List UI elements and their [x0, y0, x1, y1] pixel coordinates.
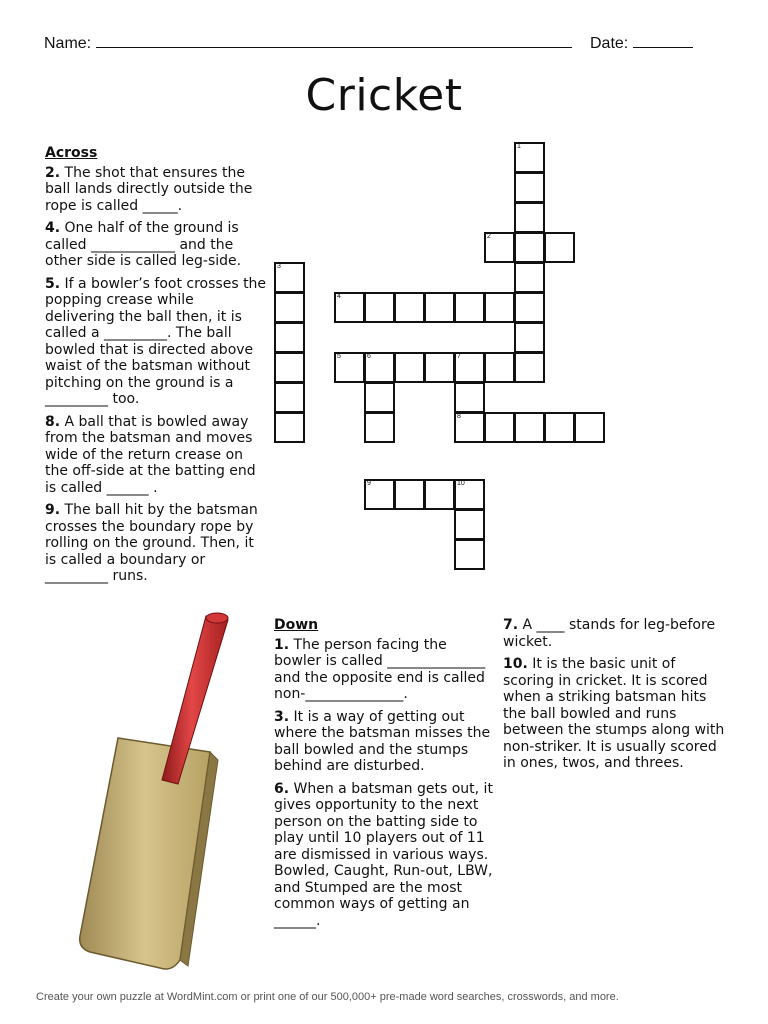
date-label: Date: [590, 35, 629, 52]
grid-cell[interactable] [514, 322, 545, 353]
grid-cell[interactable] [274, 412, 305, 443]
grid-cell[interactable] [454, 352, 485, 383]
clue-number: 3 [277, 263, 281, 270]
clue-down-1: 1. The person facing the bowler is called ______________ and the opposite end is called non-______________. [274, 636, 486, 702]
grid-cell[interactable] [454, 292, 485, 323]
clue-number: 5 [337, 353, 341, 360]
grid-cell[interactable] [544, 412, 575, 443]
date-line[interactable] [633, 33, 693, 48]
grid-cell[interactable] [364, 382, 395, 413]
across-clues [45, 145, 267, 591]
clue-number: 1 [517, 143, 521, 150]
grid-cell[interactable] [514, 202, 545, 233]
grid-cell[interactable] [274, 322, 305, 353]
grid-cell[interactable] [514, 352, 545, 383]
down-heading: Down [274, 617, 319, 633]
clue-across-5: 5. If a bowler’s foot crosses the popping crease while delivering the ball then, it is called a _________. The ball bowled that is directed above waist of the batsman without pitching on the ground is a _________ too. [45, 275, 267, 407]
grid-cell[interactable] [274, 262, 305, 293]
grid-cell[interactable] [454, 509, 485, 540]
footer-text: Create your own puzzle at WordMint.com or print one of our 500,000+ pre-made word searches, crosswords, and more. [36, 991, 619, 1003]
grid-cell[interactable] [484, 292, 515, 323]
clue-number: 4 [337, 293, 341, 300]
across-heading: Across [45, 145, 98, 161]
grid-cell[interactable] [364, 292, 395, 323]
grid-cell[interactable] [274, 352, 305, 383]
grid-cell[interactable] [574, 412, 605, 443]
grid-cell[interactable] [484, 352, 515, 383]
grid-cell[interactable] [424, 479, 455, 510]
clue-number: 7 [457, 353, 461, 360]
name-label: Name: [44, 35, 92, 52]
cricket-bat-icon [60, 600, 240, 980]
clue-number: 9 [367, 480, 371, 487]
grid-cell[interactable] [394, 292, 425, 323]
clue-number: 2 [487, 233, 491, 240]
name-line[interactable] [96, 33, 572, 48]
grid-cell[interactable] [424, 292, 455, 323]
clue-number: 6 [367, 353, 371, 360]
grid-cell[interactable] [514, 172, 545, 203]
clue-across-2: 2. The shot that ensures the ball lands directly outside the rope is called _____. [45, 164, 253, 214]
grid-cell[interactable] [544, 232, 575, 263]
down-clues-continued [503, 617, 725, 778]
grid-cell[interactable] [514, 292, 545, 323]
grid-cell[interactable] [514, 412, 545, 443]
clue-across-9: 9. The ball hit by the batsman crosses the boundary rope by rolling on the ground. Then, it is called a boundary or _________ runs. [45, 502, 258, 584]
clue-down-6: 6. When a batsman gets out, it gives opportunity to the next person on the batting side to play until 10 players out of 11 are dismissed in various ways. Bowled, Caught, Run-out, LBW, and Stumped are the most common ways of getting an ______. [274, 780, 493, 929]
grid-cell[interactable] [394, 479, 425, 510]
grid-cell[interactable] [514, 232, 545, 263]
grid-cell[interactable] [364, 412, 395, 443]
name-field[interactable] [44, 33, 572, 53]
grid-cell[interactable] [454, 382, 485, 413]
grid-cell[interactable] [274, 382, 305, 413]
grid-cell[interactable] [274, 292, 305, 323]
clue-across-4: 4. One half of the ground is called ____________ and the other side is called leg-side. [45, 220, 242, 269]
grid-cell[interactable] [514, 142, 545, 173]
clue-number: 8 [457, 413, 461, 420]
grid-cell[interactable] [454, 479, 485, 510]
grid-cell[interactable] [424, 352, 455, 383]
clue-down-3: 3. It is a way of getting out where the batsman misses the ball bowled and the stumps behind are disturbed. [274, 708, 491, 774]
grid-cell[interactable] [514, 262, 545, 293]
grid-cell[interactable] [334, 352, 365, 383]
grid-cell[interactable] [484, 412, 515, 443]
down-clues [274, 617, 496, 935]
grid-cell[interactable] [364, 479, 395, 510]
grid-cell[interactable] [484, 232, 515, 263]
page-title: Cricket [305, 70, 463, 121]
grid-cell[interactable] [364, 352, 395, 383]
clue-across-8: 8. A ball that is bowled away from the batsman and moves wide of the return crease on the off-side at the batting end is called ______ . [45, 413, 256, 496]
grid-cell[interactable] [454, 412, 485, 443]
clue-down-7: 7. A ____ stands for leg-before wicket. [503, 617, 716, 650]
grid-cell[interactable] [334, 292, 365, 323]
clue-down-10: 10. It is the basic unit of scoring in cricket. It is scored when a striking batsman hits the ball bowled and runs between the stumps along with non-striker. It is usually scored in ones, twos, and threes. [503, 656, 725, 771]
grid-cell[interactable] [394, 352, 425, 383]
clue-number: 10 [457, 480, 465, 487]
date-field[interactable] [590, 33, 693, 53]
grid-cell[interactable] [454, 539, 485, 570]
